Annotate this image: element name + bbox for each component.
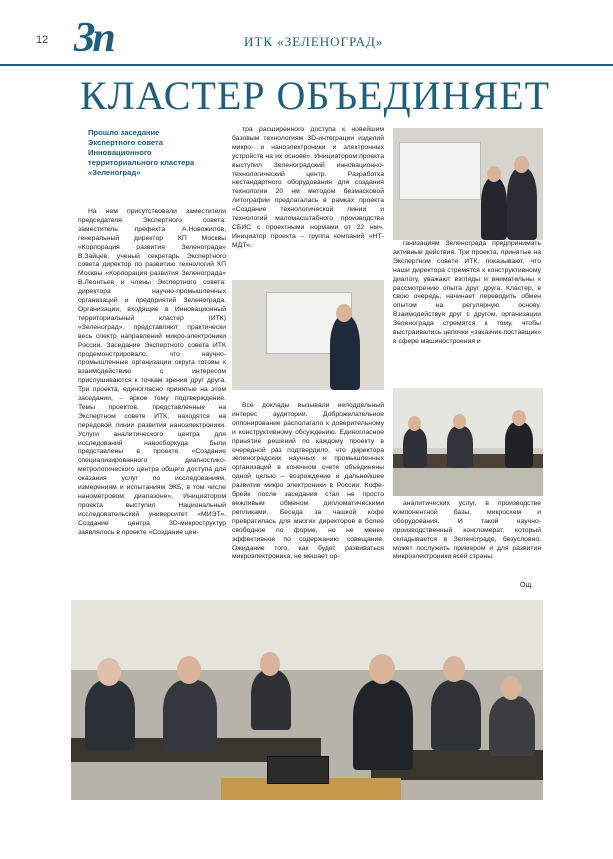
header-rule: [0, 64, 613, 66]
photo-speaker: [232, 280, 384, 390]
article-column-3-bottom: аналитических услуг, в производстве компонентной базы, микросхем и оборудования. И такой научно-производственный конгломерат, который складывается в Зеленограде, безусловно, может послужить примером и для развития микроэлектроники всей страны.: [393, 500, 541, 561]
article-lead: Прошло заседание Экспертного совета Инновационного территориального кластера «Зеленоград»: [88, 128, 195, 177]
author-signature: Ощ.: [520, 582, 534, 589]
magazine-logo: Зп: [74, 15, 113, 61]
photo-meeting-table: [393, 388, 543, 496]
article-column-1: На нем присутствовали заместители председателя Экспертного совета: заместитель префекта А.Новожилов, генеральный директор КП Москвы «Корпорация развития Зеленограда» В.Зайцев, ученый секретарь Экспертного совета директор по развитию технологий КП Москвы «Корпорация развития Зеленограда» В.Леонтьев и члены Экспертного совета: директора научно-промышленных организаций и предприятий Зеленограда. Организации, входящие в Инновационный территориальный кластер (ИТК) «Зеленоград», представляют практически весь спектр направлений микро-электроники России. Заседание Экспертного совета ИТК продемонстрировало, что научно-промышленные организации округа готовы к взаимодействию с интересом прислушиваются к точкам зрения друг друга. Три проекта, единогласно принятые на этом заседании, – яркое тому подтверждение. Темы проектов, представленные на Экспертном совете ИТК, находятся на передовой линии развития наноэлектроники. Услуги аналитического центра для исследований наносборкуда были представлены в проекте «Создание специализированного диагностико-метрологического центра общего доступа для оказания услуг по исследованиям, измерениям и испытаниям ЭКБ, в том числе нанометровом диапазоне». Инициатором проекта выступил Национальный исследовательский университет «МИЭТ». Создание центра 3D-микроструктур заявлялось в проекте «Создание цен-: [78, 208, 226, 536]
article-column-2-bottom: Все доклады вызывали неподдельный интерес аудитории. Доброжелательное оппонирование располагало к доверительному и конструктивному обсуждению. Единогласное принятие решений по каждому проекту в очередной раз подтвердило, что директора зеленоградских научных и промышленных организаций в конечном счете объединены одной целью – возрождение и дальнейшее развитие микро электроники в России. Кофе-брейк после заседания стал не просто вежливым обменом дипломатическими репликами. Беседа за чашкой кофе превратилась для многих директоров в более свободное по форме, но не менее эффективное по содержанию совещание. Ожидание того, как будет развиваться микроэлектроника, не мешает ор-: [232, 402, 384, 561]
article-column-3-top: ганизациям Зеленограда предпринимать активные действия. Три проекта, принятые на Экспертном совете ИТК, показывают, что наши директора стремятся к конструктивному диалогу, уважают взгляды и внимательны к рассмотрению опыта друг друга. Кластер, в свою очередь, начинает переводить обмен опытом на регулярную основу. Взаимодействуя друг с другом, организации Зеленограда стремятся к тому, чтобы выстраивались цепочки «заказчик-поставщик» в сфере машиностроения и: [393, 240, 541, 345]
article-title: КЛАСТЕР ОБЪЕДИНЯЕТ: [80, 73, 551, 118]
magazine-name: ИТК «ЗЕЛЕНОГРАД»: [244, 34, 384, 49]
page-number: 12: [36, 34, 49, 46]
photo-expert-council: [71, 600, 543, 800]
photo-presenters: [393, 128, 543, 240]
article-column-2-top: тра расширенного доступа к новейшим базовым технологиям 3D-интеграции изделий микро- и наноэлектроники и электронных устройств на их основе». Инициатором проекта выступил Зеленоградский инновационно-технологический центр. Разработка нестандартного оборудования для создания технологии 20 нм методом безмасковой литографии предлагалась в рамках проекта «Создание технологической линии и технологий маломасштабного производства СБИС с проектными нормами от 22 нм». Инициатор проекта – группа компаний «НТ-МДТ».: [232, 126, 384, 249]
